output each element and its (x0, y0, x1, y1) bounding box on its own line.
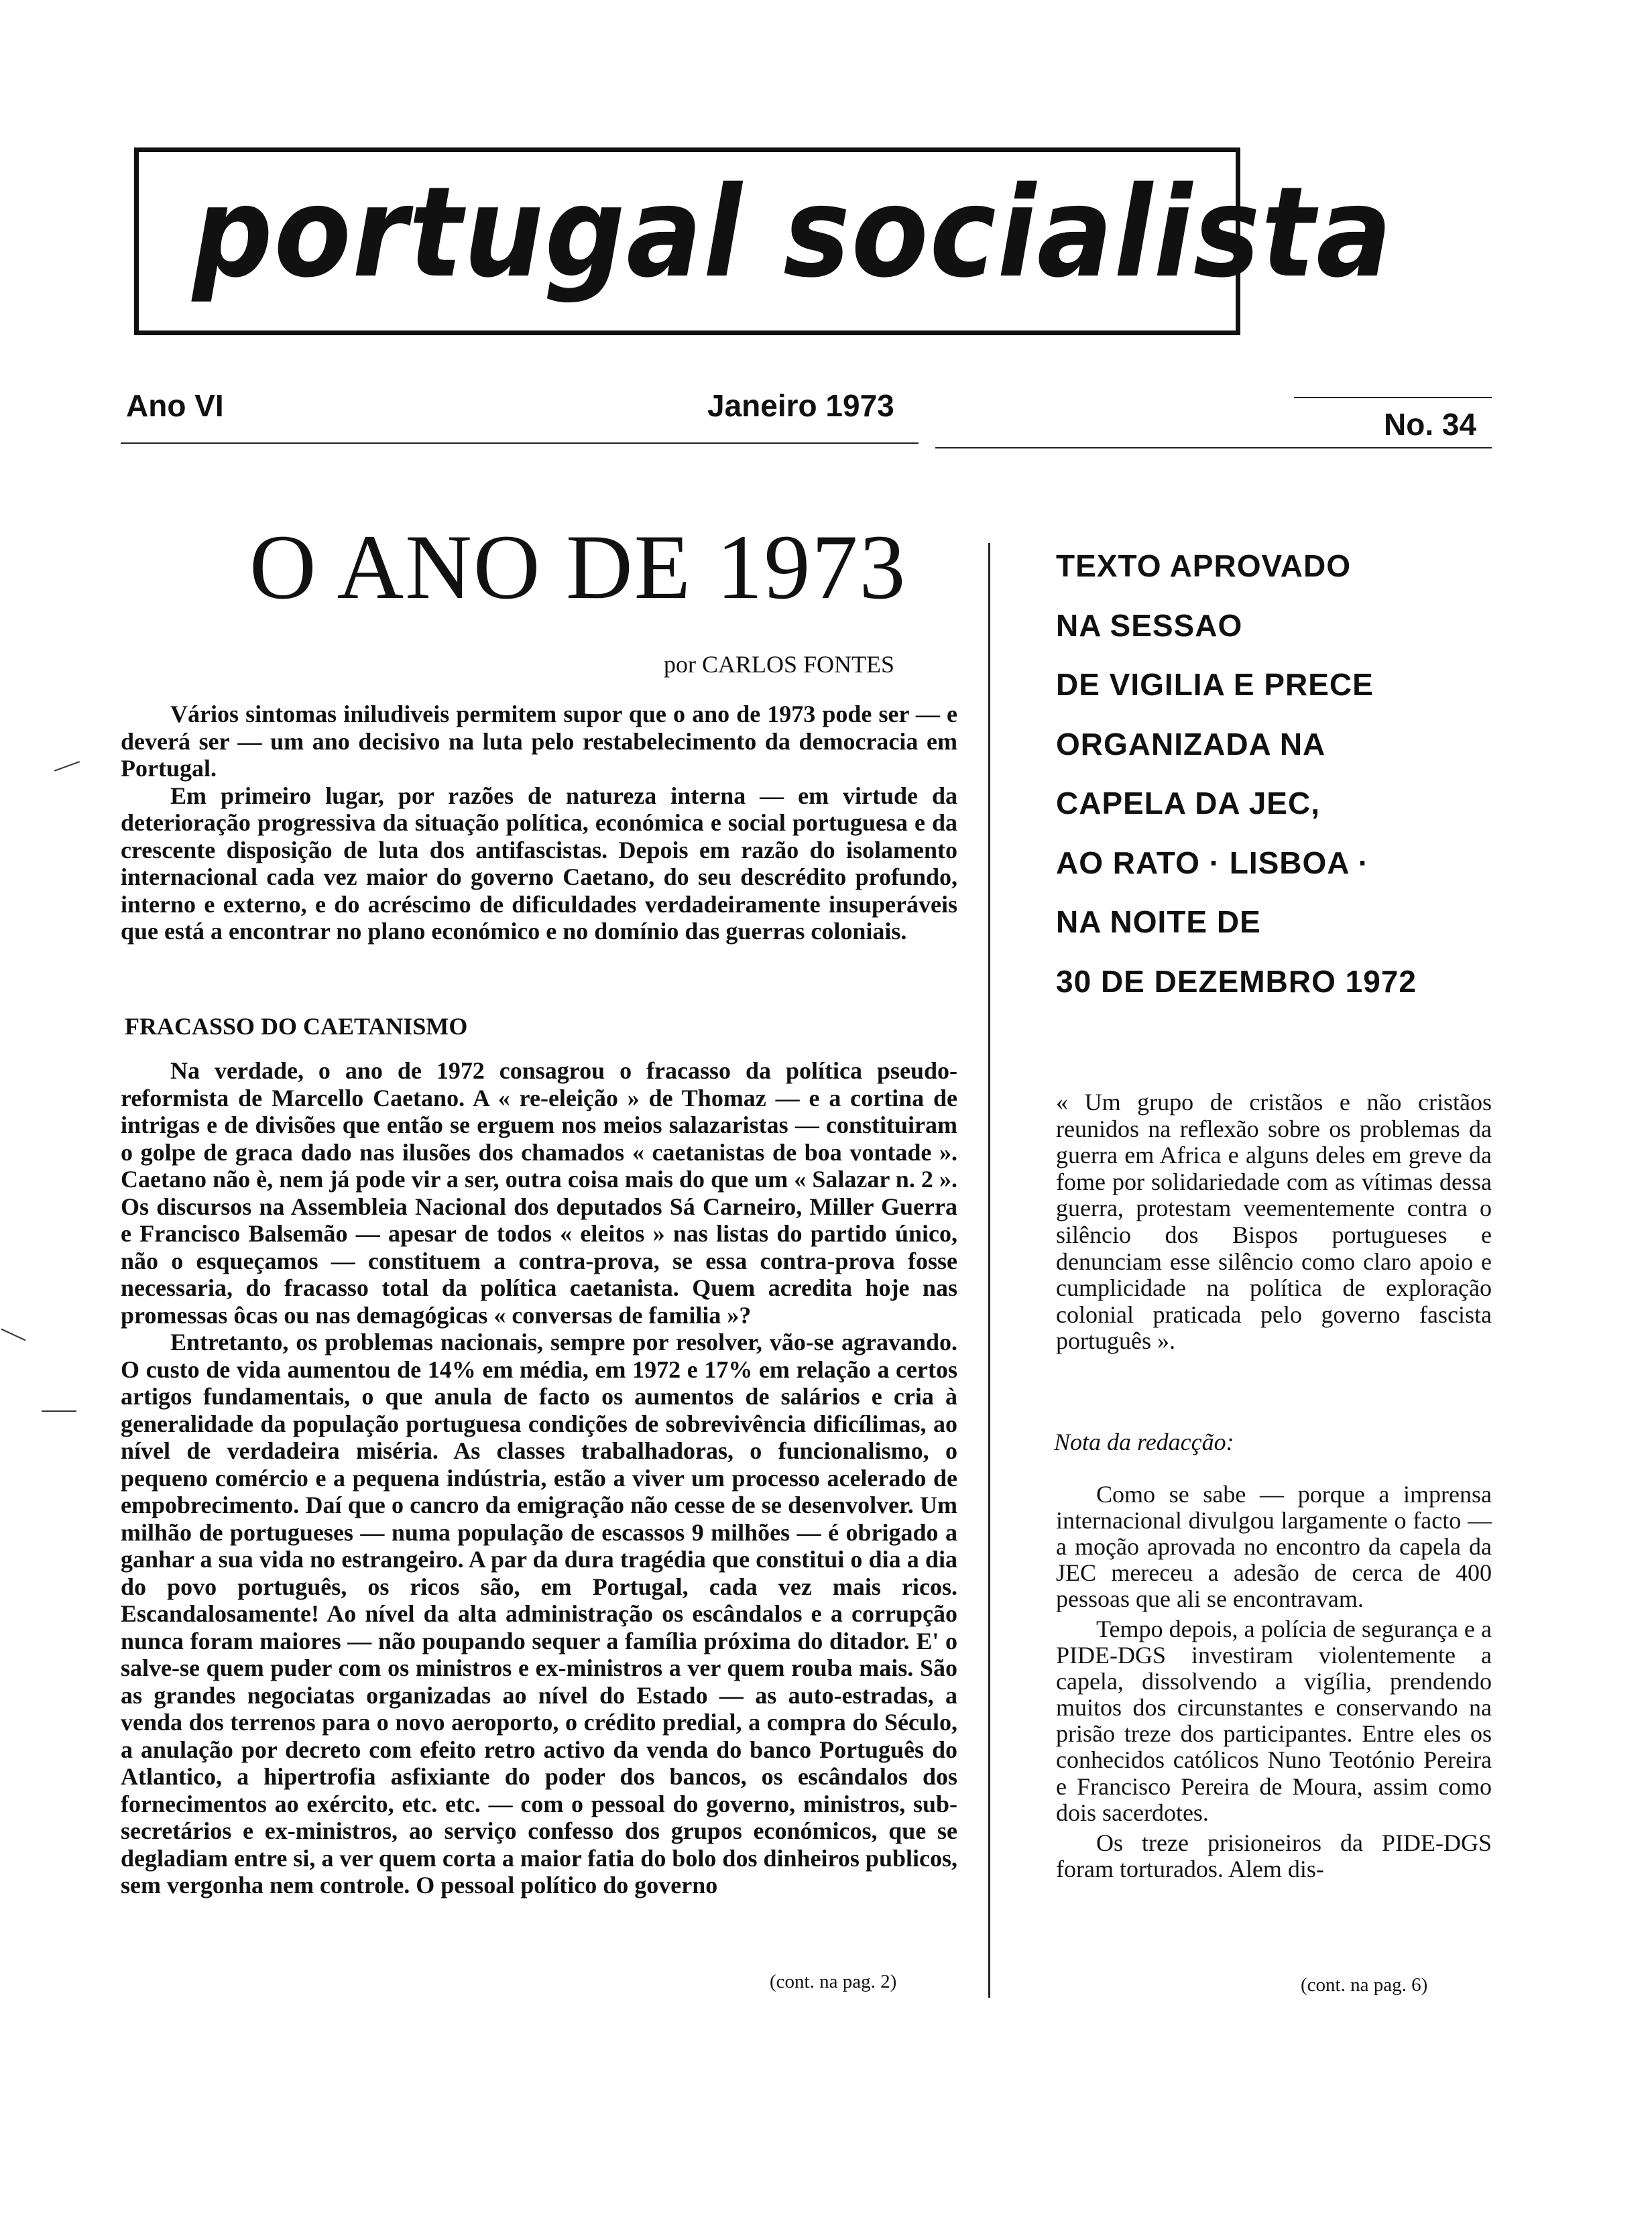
header-rule-right (935, 447, 1492, 448)
header-rule-top-right (1294, 397, 1492, 398)
side-headline-line: TEXTO APROVADO (1056, 548, 1351, 583)
header-rule-left (121, 442, 919, 444)
side-headline (1056, 536, 1485, 1011)
main-headline: O ANO DE 1973 (249, 516, 907, 618)
masthead-box (134, 147, 1393, 335)
note-label: Nota da redacção: (1054, 1429, 1234, 1455)
margin-mark (1, 1329, 25, 1341)
column-divider (988, 543, 990, 1998)
side-headline-line: NA NOITE DE (1056, 904, 1261, 939)
side-continuation: (cont. na pag. 6) (1301, 1974, 1428, 1996)
issue-number: No. 34 (1384, 407, 1477, 442)
side-headline-line: NA SESSAO (1056, 607, 1243, 643)
side-headline-line: ORGANIZADA NA (1056, 726, 1326, 762)
side-headline-line: 30 DE DEZEMBRO 1972 (1056, 963, 1417, 999)
section-subheading: FRACASSO DO CAETANISMO (125, 1013, 468, 1040)
main-continuation: (cont. na pag. 2) (770, 1971, 897, 1992)
issue-date: Janeiro 1973 (707, 388, 894, 423)
intro-paragraph: Em primeiro lugar, por razões de natureza interna — em virtude da deterioração progressiva da situação política, económica e social portuguesa e da crescente disposição de luta dos antifascistas. Depois em razão do isolamento internacional cada vez maior do governo Caetano, do seu descrédito profundo, interno e externo, e do acréscimo de dificuldades verdadeiramente insuperáveis que está a encontrar no plano económico e no domínio das guerras coloniais. (121, 782, 957, 945)
margin-mark (54, 761, 80, 772)
side-headline-line: CAPELA DA JEC, (1056, 786, 1320, 821)
main-article-intro (121, 701, 957, 945)
margin-mark (42, 1410, 76, 1412)
issue-year: Ano VI (126, 388, 224, 423)
side-quote: « Um grupo de cristãos e não cristãos reunidos na reflexão sobre os problemas da guerra em Africa e alguns deles em greve da fome por solidariedade com as vítimas dessa guerra, protestam veementemente contra o silêncio dos Bispos portugueses e denunciam esse silêncio como claro apoio e cumplicidade na política de exploração colonial praticada pelo governo fascista português ». (1056, 1089, 1492, 1355)
side-note (1056, 1482, 1492, 1886)
side-headline-line: DE VIGILIA E PRECE (1056, 667, 1374, 702)
intro-paragraph: Vários sintomas iniludiveis permitem supor que o ano de 1973 pode ser — e deverá ser — um ano decisivo na luta pelo restabelecimento da democracia em Portugal. (121, 701, 957, 782)
body-paragraph: Na verdade, o ano de 1972 consagrou o fracasso da política pseudo-reformista de Marcello Caetano. A « re-eleição » de Thomaz — e a cortina de intrigas e de divisões que então se erguem nos meios salazaristas — constituiram o golpe de graca dado nas ilusões dos chamados « caetanistas de boa vontade ». Caetano não è, nem já pode vir a ser, outra coisa mais do que um « Salazar n. 2 ». Os discursos na Assembleia Nacional dos deputados Sá Carneiro, Miller Guerra e Francisco Balsemão — apesar de todos « eleitos » nas listas do partido único, não o esqueçamos — constituem a contra-prova, se essa contra-prova fosse necessaria, do fracasso total da política caetanista. Quem acredita hoje nas promessas ôcas ou nas demagógicas « conversas de familia »? (121, 1057, 957, 1329)
newspaper-title: portugal socialista (192, 160, 1393, 305)
side-headline-line: AO RATO · LISBOA · (1056, 845, 1369, 880)
note-paragraph: Os treze prisioneiros da PIDE-DGS foram torturados. Alem dis- (1056, 1829, 1492, 1882)
main-article-body (121, 1057, 957, 1899)
note-paragraph: Tempo depois, a polícia de segurança e a PIDE-DGS investiram violentemente a capela, dissolvendo a vigília, prendendo muitos dos circunstantes e conservando na prisão treze dos participantes. Entre eles os conhecidos católicos Nuno Teotónio Pereira e Francisco Pereira de Moura, assim como dois sacerdotes. (1056, 1616, 1492, 1826)
body-paragraph: Entretanto, os problemas nacionais, sempre por resolver, vão-se agravando. O custo de vida aumentou de 14% em média, em 1972 e 17% em relação a certos artigos fundamentais, o que anula de facto os aumentos de salários e cria à generalidade da população portuguesa condições de sobrevivência dificílimas, ao nível de verdadeira miséria. As classes trabalhadoras, o funcionalismo, o pequeno comércio e a pequena indústria, estão a viver um processo acelerado de empobrecimento. Daí que o cancro da emigração não cesse de se desenvolver. Um milhão de portugueses — numa população de escassos 9 milhões — é obrigado a ganhar a sua vida no estrangeiro. A par da dura tragédia que constitui o dia a dia do povo português, os ricos são, em Portugal, cada vez mais ricos. Escandalosamente! Ao nível da alta administração os escândalos e a corrupção nunca foram maiores — não poupando sequer a família próxima do ditador. E' o salve-se quem puder com os ministros e ex-ministros a ver quem rouba mais. São as grandes negociatas organizadas ao nível do Estado — as auto-estradas, a venda dos terrenos para o novo aeroporto, o crédito predial, a compra do Século, a anulação por decreto com efeito retro activo da venda do banco Português do Atlantico, a hipertrofia asfixiante do poder dos bancos, os escândalos dos fornecimentos ao exército, etc. etc. — com o pessoal do governo, ministros, sub-secretários e ex-ministros, ao serviço confesso dos grupos económicos, que se degladiam entre si, a ver quem corta a maior fatia do bolo dos dinheiros publicos, sem vergonha nem controle. O pessoal político do governo (121, 1329, 957, 1898)
byline: por CARLOS FONTES (664, 651, 895, 678)
note-paragraph: Como se sabe — porque a imprensa internacional divulgou largamente o facto — a moção aprovada no encontro da capela da JEC mereceu a adesão de cerca de 400 pessoas que ali se encontravam. (1056, 1481, 1492, 1613)
